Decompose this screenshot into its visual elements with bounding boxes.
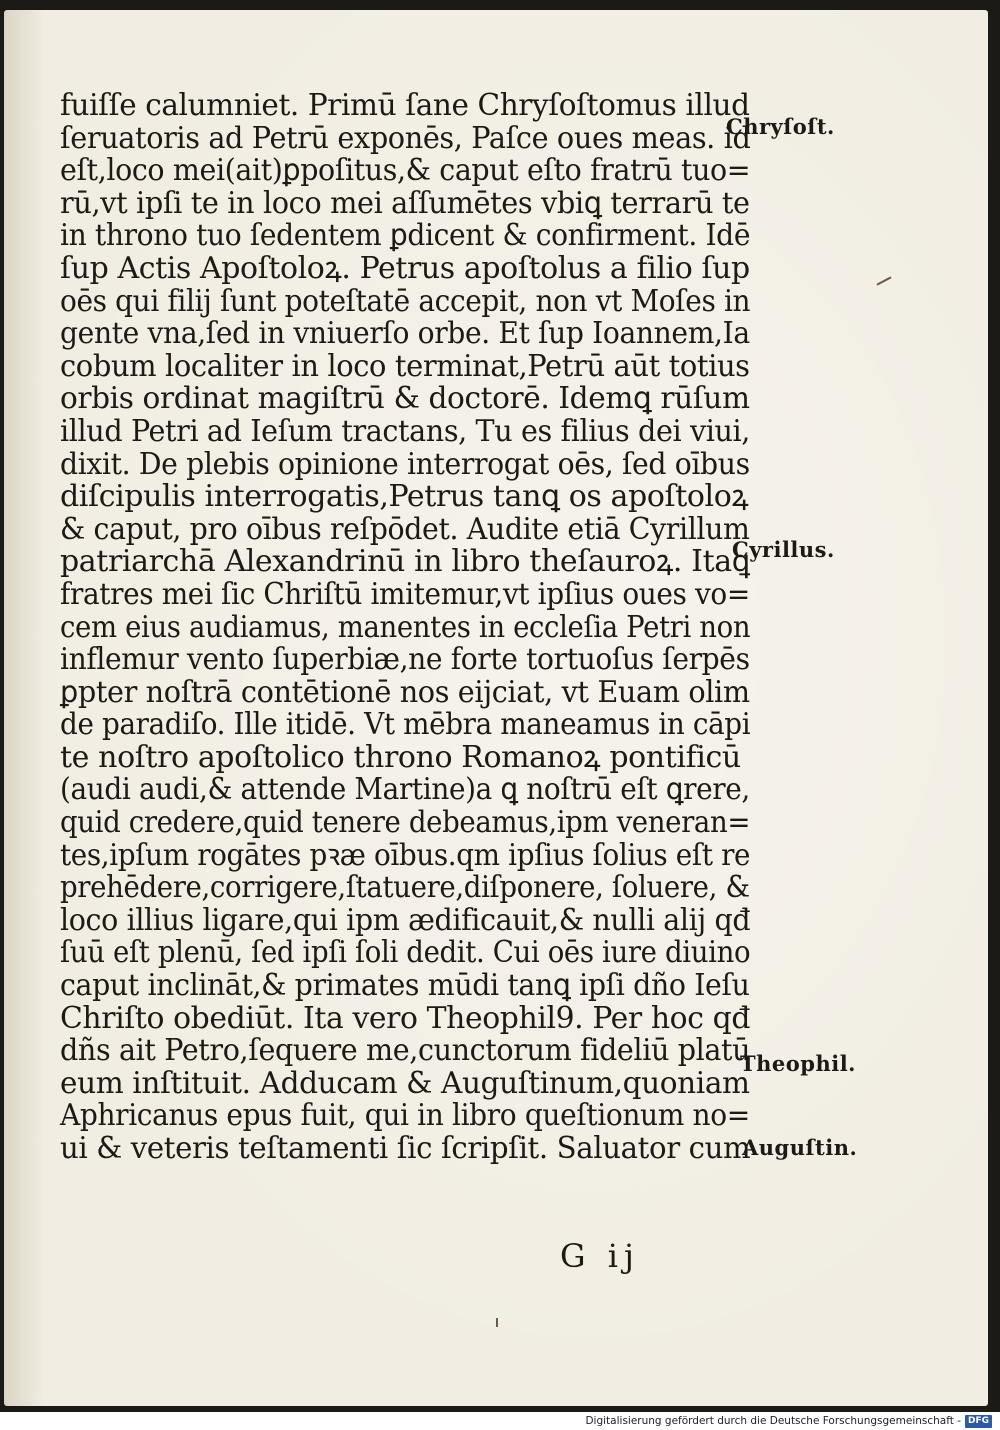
body-text (60, 90, 750, 1166)
signature-mark: G ij (560, 1237, 640, 1275)
text-line: Aphricanus epus fuit, qui in libro queſtionum no= (60, 1098, 750, 1134)
text-line: rū,vt ipſi te in loco mei aſſumētes vbiꝗ terrarū te (60, 185, 750, 221)
margin-note-theophil: Theophil. (740, 1051, 856, 1076)
text-line: inflemur vento ſuperbiæ,ne forte tortuoſus ſerpēs (60, 642, 750, 678)
text-line: ꝑpter noſtrā contētionē nos eijciat, vt Euam olim (60, 674, 750, 710)
dfg-logo-icon: DFG (965, 1415, 992, 1428)
text-line: in throno tuo ſedentem ꝑdicent & confirment. Idē (60, 218, 751, 254)
text-line: cobum localiter in loco terminat,Petrū aūt totius (60, 348, 750, 384)
ink-mark (876, 276, 891, 285)
text-line: ui & veteris teſtamenti ſic ſcripſit. Saluator cum (60, 1131, 751, 1166)
book-page (4, 10, 988, 1406)
text-line: prehēdere,corrigere,ſtatuere,diſponere, ſoluere, & (60, 870, 750, 906)
text-line: quid credere,quid tenere debeamus,ipm veneran= (60, 805, 751, 841)
text-line: tes,ipſum rogātes pꝛæ oībus.qm ipſius ſolius eſt re (60, 837, 751, 873)
text-line: fratres mei ſic Chriſtū imitemur,vt ipſius oues vo= (60, 576, 750, 612)
margin-note-augustin: Auguſtin. (742, 1135, 858, 1160)
text-line: fuiſſe calumniet. Primū ſane Chryſoſtomus illud (60, 88, 750, 123)
text-line: te noſtro apoſtolico throno Romanoꝝ pontificū (60, 739, 741, 775)
text-line: dixit. De plebis opinione interrogat oēs, ſed oībus (60, 446, 750, 482)
text-line: gente vna,ſed in vniuerſo orbe. Et ſup Ioannem,Ia (60, 316, 750, 352)
text-line: dñs ait Petro,ſequere me,cunctorum fideliū platū (60, 1033, 751, 1069)
text-line: illud Petri ad Ieſum tractans, Tu es filius dei viui, (60, 413, 750, 449)
text-line: Chriſto obediūt. Ita vero Theophil9. Per hoc qđ (60, 1000, 751, 1036)
ink-mark (496, 1318, 498, 1327)
text-line: loco illius ligare,qui ipm ædificauit,& nulli alij qđ (60, 902, 751, 938)
text-line: diſcipulis interrogatis,Petrus tanꝗ os apoſtoloꝝ (60, 479, 749, 515)
margin-note-chrysost: Chryſoſt. (726, 114, 835, 139)
text-line: ſeruatoris ad Petrū exponēs, Paſce oues meas. id (60, 120, 751, 156)
text-line: caput inclināt,& primates mūdi tanꝗ ipſi dño Ieſu (60, 968, 750, 1004)
text-line: de paradiſo. Ille itidē. Vt mēbra maneamus in cāpi (60, 707, 751, 743)
text-line: cem eius audiamus, manentes in eccleſia Petri non (60, 609, 751, 645)
text-line: eſt,loco mei(ait)ꝑpoſitus,& caput eſto fratrū tuo= (60, 153, 751, 189)
text-line: eum inſtituit. Adducam & Auguſtinum,quoniam (60, 1065, 750, 1101)
text-line: ſup Actis Apoſtoloꝝ. Petrus apoſtolus a filio ſup (60, 250, 750, 286)
margin-note-cyrillus: Cyrillus. (732, 537, 835, 562)
footer-credit: Digitalisierung gefördert durch die Deutsche Forschungsgemeinschaft - (585, 1415, 961, 1427)
text-line: orbis ordinat magiſtrū & doctorē. Idemꝗ rūſum (60, 381, 750, 417)
digitization-footer (585, 1413, 992, 1429)
text-line: & caput, pro oībus reſpōdet. Audite etiā Cyrillum (60, 511, 750, 547)
text-line: patriarchā Alexandrinū in libro theſauroꝝ. Itaꝗ (60, 544, 750, 580)
text-line: (audi audi,& attende Martine)a ꝗ noſtrū eſt ꝗrere, (60, 772, 750, 808)
text-line: oēs qui filij ſunt poteſtatē accepit, non vt Moſes in (60, 283, 751, 319)
text-line: ſuū eſt plenū, ſed ipſi ſoli dedit. Cui oēs iure diuino (60, 935, 751, 971)
